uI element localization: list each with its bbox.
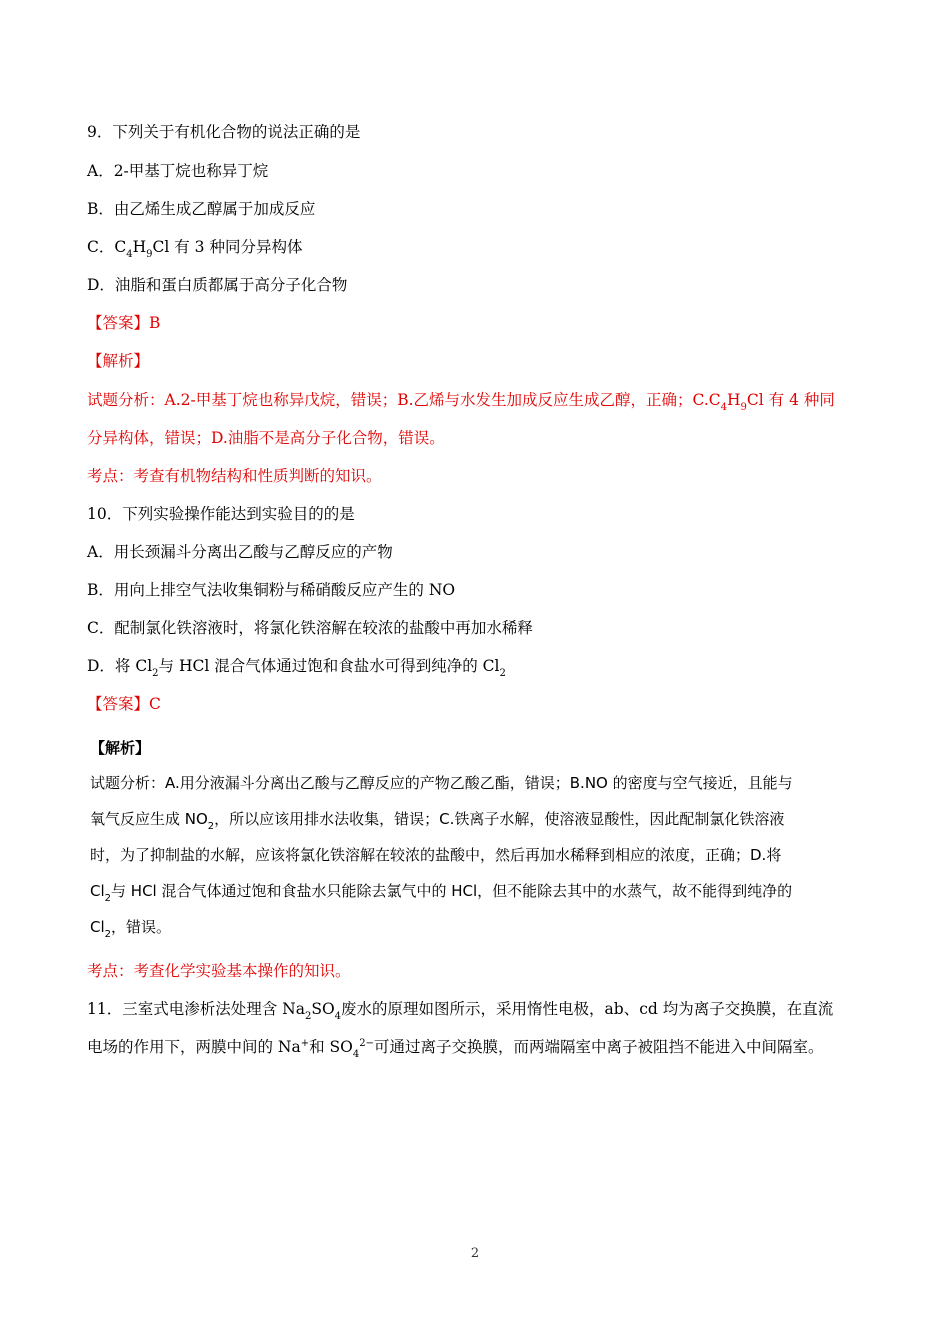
q10-analysis-line-2: 氧气反应生成 $NO_2$，所以应该用排水法收集，错误；C.铁离子水解，使溶液显酸性，因此配制氯化铁溶液	[90, 810, 785, 832]
q11-stem-line-2: 电场的作用下，两膜中间的 Na+和 $SO_4^{2-}$可通过离子交换膜，而两端隔室中离子被阻挡不能进入中间隔室。	[87, 1038, 824, 1060]
q10-analysis-line-4: $Cl_2$与 HCl 混合气体通过饱和食盐水只能除去氯气中的 HCl，但不能除去其中的水蒸气，故不能得到纯净的	[90, 882, 793, 904]
q9-analysis-label: 【解析】	[87, 352, 150, 370]
q9-key-point: 考点：考查有机物结构和性质判断的知识。	[87, 467, 382, 485]
q10-option-b: B．用向上排空气法收集铜粉与稀硝酸反应产生的 NO	[87, 581, 456, 599]
q10-analysis-line-1: 试题分析：A.用分液漏斗分离出乙酸与乙醇反应的产物乙酸乙酯，错误；B.NO 的密度与空气接近，且能与	[90, 774, 793, 792]
q10-analysis-label: 【解析】	[90, 739, 151, 757]
q9-option-d: D．油脂和蛋白质都属于高分子化合物	[87, 276, 348, 294]
q11-stem-line-1: 11．三室式电渗析法处理含 $Na_2SO_4$废水的原理如图所示，采用惰性电极，ab、cd 均为离子交换膜，在直流	[87, 1000, 834, 1022]
q9-analysis-line-2: 分异构体，错误；D.油脂不是高分子化合物，错误。	[87, 429, 445, 447]
q9-analysis-line-1: 试题分析：A.2-甲基丁烷也称异戊烷，错误；B.乙烯与水发生加成反应生成乙醇，正确；$C.C_4H_9Cl$ 有 4 种同	[87, 391, 835, 413]
q10-key-point: 考点：考查化学实验基本操作的知识。	[87, 962, 351, 980]
q10-option-d: D．将 $Cl_2$与 HCl 混合气体通过饱和食盐水可得到纯净的 $Cl_2$	[87, 657, 506, 679]
q9-answer: 【答案】B	[87, 314, 161, 332]
q10-answer: 【答案】C	[87, 695, 161, 713]
q10-option-a: A．用长颈漏斗分离出乙酸与乙醇反应的产物	[87, 543, 393, 561]
q9-option-c: C．$C_4H_9Cl$ 有 3 种同分异构体	[87, 238, 303, 260]
q9-option-b: B．由乙烯生成乙醇属于加成反应	[87, 200, 316, 218]
q10-stem: 10．下列实验操作能达到实验目的的是	[87, 505, 355, 523]
q10-analysis-line-5: $Cl_2$，错误。	[90, 918, 172, 940]
q9-stem: 9．下列关于有机化合物的说法正确的是	[87, 123, 361, 141]
q9-option-a: A．2-甲基丁烷也称异丁烷	[87, 162, 269, 180]
q10-option-c: C．配制氯化铁溶液时，将氯化铁溶解在较浓的盐酸中再加水稀释	[87, 619, 533, 637]
q10-analysis-line-3: 时，为了抑制盐的水解，应该将氯化铁溶解在较浓的盐酸中，然后再加水稀释到相应的浓度，正确；D.将	[90, 846, 782, 864]
page-number: 2	[470, 1246, 480, 1261]
